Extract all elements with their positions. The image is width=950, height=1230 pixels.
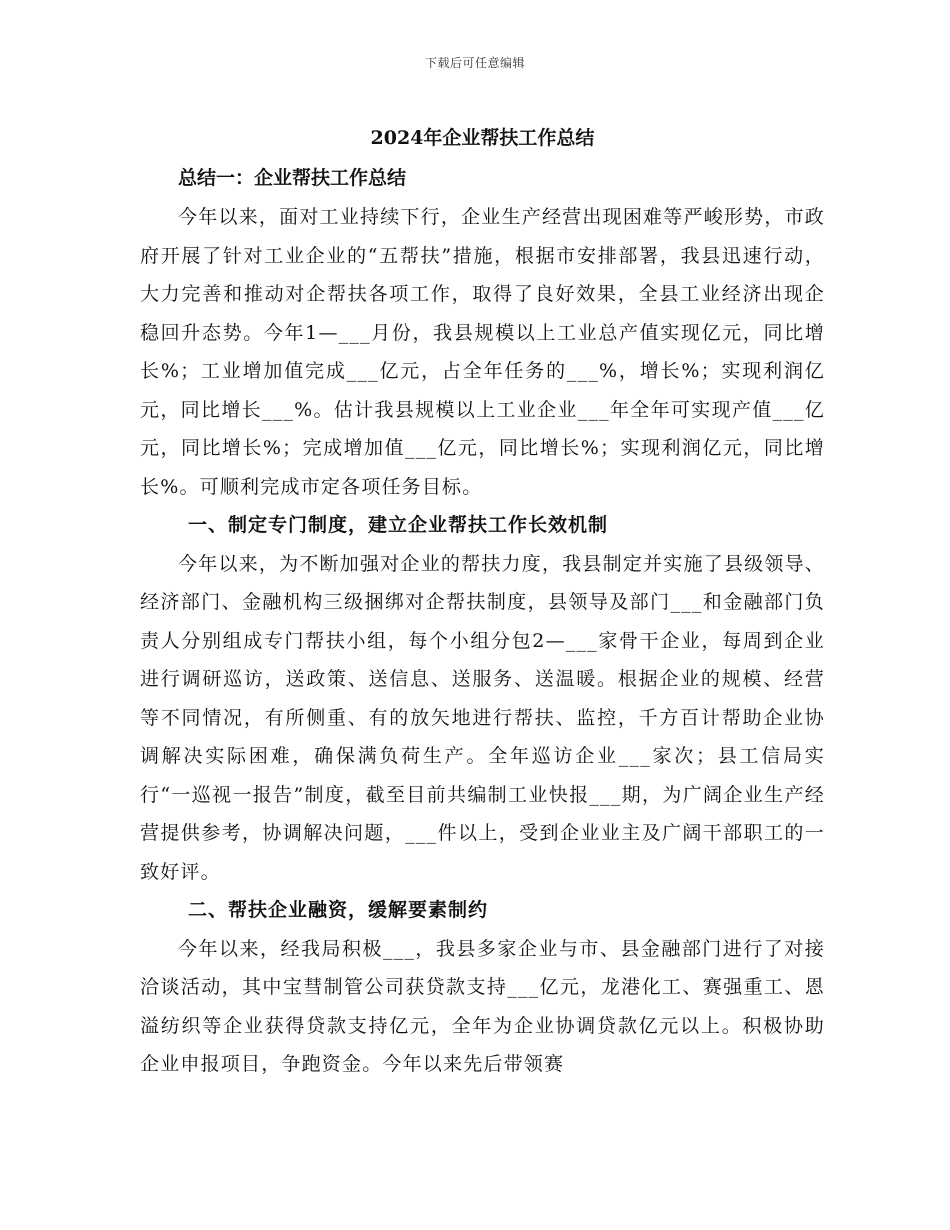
document-title: 2024年企业帮扶工作总结 [370, 127, 595, 149]
document-body [140, 118, 825, 1084]
section-heading-2: 二、帮扶企业融资，缓解要素制约 [188, 899, 489, 921]
section-body-1: 今年以来，为不断加强对企业的帮扶力度，我县制定并实施了县级领导、经济部门、金融机构三级捆绑对企帮扶制度，县领导及部门___和金融部门负责人分别组成专门帮扶小组，每个小组分包2—___家骨干企业，每周到企业进行调研巡访，送政策、送信息、送服务、送温暖。根据企业的规模、经营等不同情况，有所侧重、有的放矢地进行帮扶、监控，千方百计帮助企业协调解决实际困难，确保满负荷生产。全年巡访企业___家次；县工信局实行“一巡视一报告”制度，截至目前共编制工业快报___期，为广阔企业生产经营提供参考，协调解决问题，___件以上，受到企业业主及广阔干部职工的一致好评。 [140, 552, 825, 883]
section-body-2: 今年以来，经我局积极___，我县多家企业与市、县金融部门进行了对接洽谈活动，其中宝彗制管公司获贷款支持___亿元，龙港化工、赛强重工、恩溢纺织等企业获得贷款支持亿元，全年为企业协调贷款亿元以上。积极协助企业申报项目，争跑资金。今年以来先后带领赛 [140, 937, 825, 1075]
intro-paragraph: 今年以来，面对工业持续下行，企业生产经营出现困难等严峻形势，市政府开展了针对工业企业的“五帮扶”措施，根据市安排部署，我县迅速行动，大力完善和推动对企帮扶各项工作，取得了良好效果，全县工业经济出现企稳回升态势。今年1—___月份，我县规模以上工业总产值实现亿元，同比增长%；工业增加值完成___亿元，占全年任务的___%，增长%；实现利润亿元，同比增长___%。估计我县规模以上工业企业___年全年可实现产值___亿元，同比增长%；完成增加值___亿元，同比增长%；实现利润亿元，同比增长%。可顺利完成市定各项任务目标。 [140, 206, 825, 498]
section-heading-1: 一、制定专门制度，建立企业帮扶工作长效机制 [188, 514, 609, 536]
summary-subtitle: 总结一：企业帮扶工作总结 [178, 167, 407, 189]
header-note: 下载后可任意编辑 [424, 56, 525, 70]
